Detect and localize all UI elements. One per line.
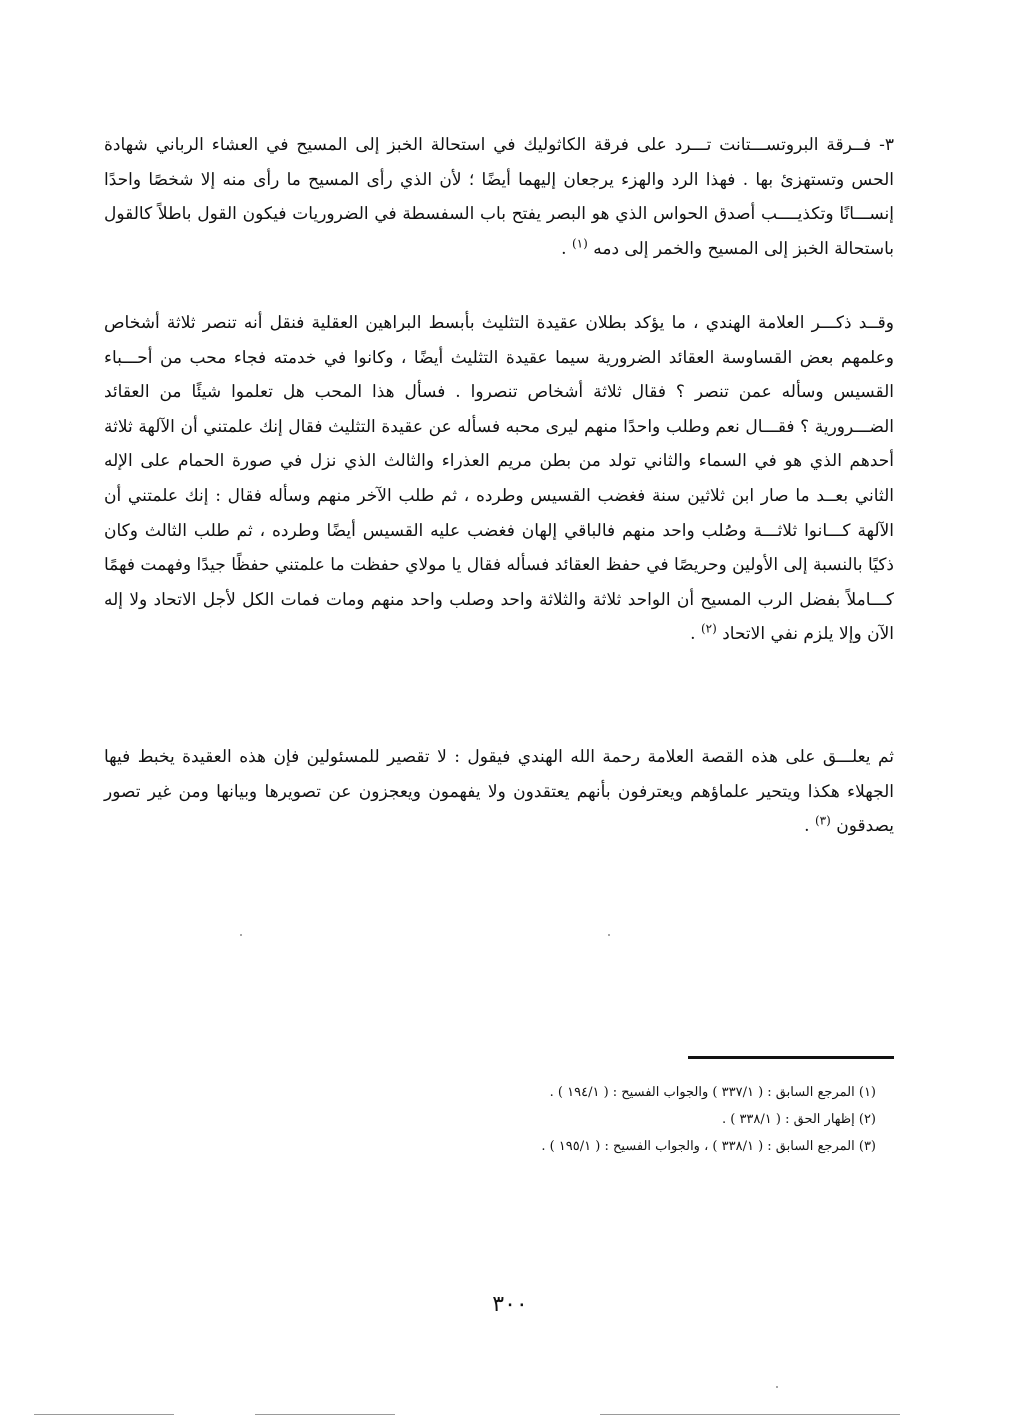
footnote-1: (١) المرجع السابق : ( ٣٣٧/١ ) والجواب الفسيح : ( ١٩٤/١ ) . [549, 1085, 876, 1100]
page-number: ٣٠٠ [492, 1292, 528, 1317]
scan-dot [240, 934, 242, 936]
scan-line-center [255, 1414, 395, 1415]
paragraph-text: وقــد ذكـــر العلامة الهندي ، ما يؤكد بطلان عقيدة التثليث بأبسط البراهين العقلية فنقل أنه تنصر ثلاثة أشخاص وعلمهم بعض القساوسة العقائد الضرورية سيما عقيدة التثليث أيضًا ، وكانوا في خدمته فجاء محب من أحـــباء القسيس وسأله عمن تنصر ؟ فقال ثلاثة أشخاص تنصروا . فسأل هذا المحب هل تعلموا شيئًا من العقائد الضـــرورية ؟ فقـــال نعم وطلب واحدًا منهم ليرى محبه فسأله عن عقيدة التثليث فقال إنك علمتني أن الآلهة ثلاثة أحدهم الذي هو في السماء والثاني تولد من بطن مريم العذراء والثالث الذي نزل في صورة الحمام على الإله الثاني بعــد ما صار ابن ثلاثين سنة فغضب القسيس وطرده ، ثم طلب الآخر منهم وسأله فقال : إنك علمتني أن الآلهة كـــانوا ثلاثـــة وصُلب واحد منهم فالباقي إلهان فغضب عليه القسيس أيضًا وطرده ، ثم طلب الثالث وكان ذكيًا بالنسبة إلى الأولين وحريصًا في حفظ العقائد فسأله فقال يا مولاي حفظت ما علمتني حفظًا جيدًا وفهمت فهمًا كـــاملاً بفضل الرب المسيح أن الواحد ثلاثة والثلاثة واحد وصلب واحد منهم ومات فمات الكل لأجل الاتحاد ولا إله الآن وإلا يلزم نفي الاتحاد [104, 313, 894, 645]
paragraph-commentary [104, 740, 894, 844]
footnote-3: (٣) المرجع السابق : ( ٣٣٨/١ ) ، والجواب الفسيح : ( ١٩٥/١ ) . [541, 1139, 876, 1154]
scan-line-right [600, 1414, 900, 1415]
footnote-ref-2: (٢) [700, 621, 717, 636]
scan-dot [608, 934, 610, 936]
footnote-ref-3: (٣) [814, 813, 831, 828]
footnote-divider [688, 1056, 894, 1059]
paragraph-end-mark: . [561, 238, 572, 259]
paragraph-trinity-story [104, 306, 894, 652]
paragraph-protestant-rebuttal [104, 128, 894, 266]
footnotes-list [300, 1079, 876, 1160]
scan-dot [776, 1386, 778, 1388]
paragraph-text: ثم يعلـــق على هذه القصة العلامة رحمة الله الهندي فيقول : لا تقصير للمسئولين فإن هذه العقيدة يخبط فيها الجهلاء هكذا ويتحير علماؤهم ويعترفون بأنهم يعتقدون ولا يفهمون ويعجزون عن تصويرها وبيانها ومن غير تصور يصدقون [104, 747, 894, 837]
footnote-2: (٢) إظهار الحق : ( ٣٣٨/١ ) . [721, 1112, 876, 1127]
scan-line-left [34, 1414, 174, 1415]
paragraph-end-mark: . [804, 816, 815, 837]
paragraph-text: ٣- فــرقة البروتســـتانت تـــرد على فرقة الكاثوليك في استحالة الخبز إلى المسيح في العشاء الرباني شهادة الحس وتستهزئ بها . فهذا الرد والهزء يرجعان إليهما أيضًا ؛ لأن الذي رأى المسيح ما رأى منه إلا شخصًا واحدًا إنســـانًا وتكذيــــب أصدق الحواس الذي هو البصر يفتح باب السفسطة في الضروريات فيكون القول باطلاً كالقول باستحالة الخبز إلى المسيح والخمر إلى دمه [104, 135, 894, 259]
footnote-ref-1: (١) [571, 236, 588, 251]
paragraph-end-mark: . [690, 624, 701, 645]
